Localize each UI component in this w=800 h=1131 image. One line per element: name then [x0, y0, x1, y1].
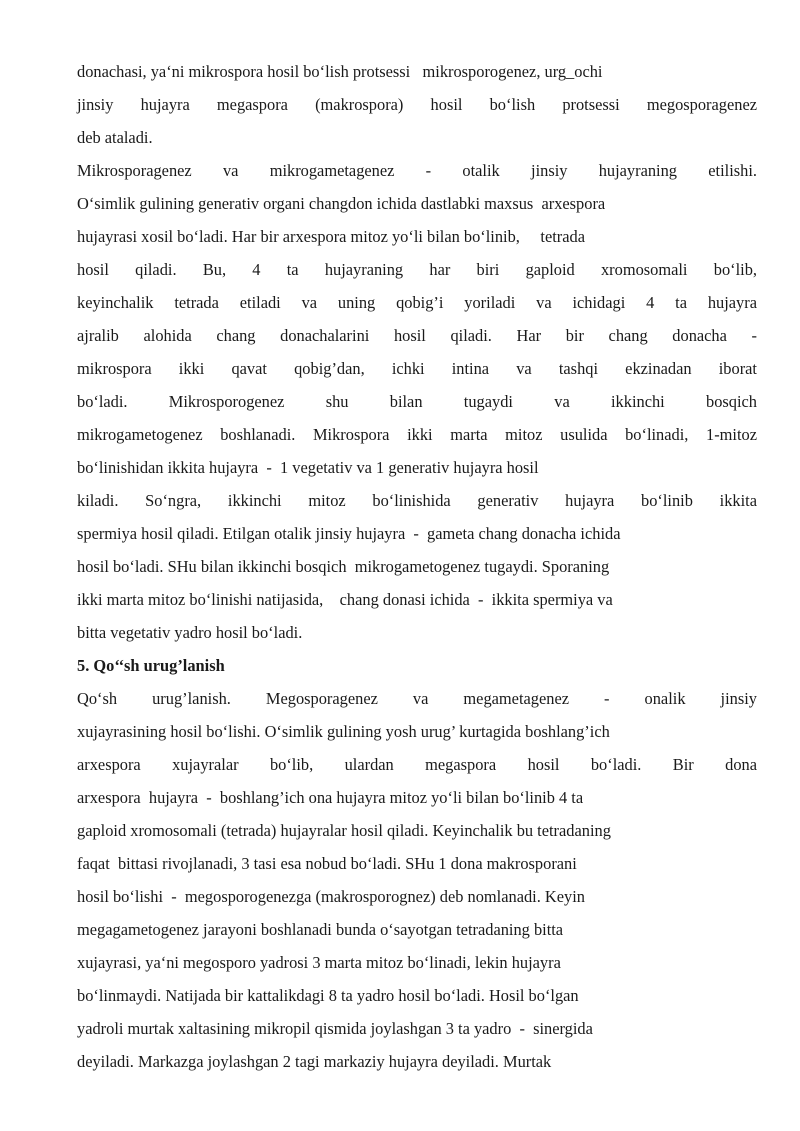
text-line: ikki marta mitoz bo‘linishi natijasida, chang donasi ichida - ikkita spermiya va — [77, 590, 613, 609]
text-line: deyiladi. Markazga joylashgan 2 tagi markaziy hujayra deyiladi. Murtak — [77, 1052, 552, 1071]
text-line: deb ataladi. — [77, 128, 153, 147]
text-line: spermiya hosil qiladi. Etilgan otalik jinsiy hujayra - gameta chang donacha ichida — [77, 524, 621, 543]
text-line: arxespora xujayralar bo‘lib, ulardan megaspora hosil bo‘ladi. Bir dona — [77, 755, 757, 774]
text-line: gaploid xromosomali (tetrada) hujayralar hosil qiladi. Keyinchalik bu tetradaning — [77, 821, 611, 840]
text-line: hosil qiladi. Bu, 4 ta hujayraning har biri gaploid xromosomali bo‘lib, — [77, 260, 757, 279]
document-body-text — [77, 55, 757, 1078]
section-heading: 5. Qo‘‘sh urug’lanish — [77, 656, 225, 675]
text-line: arxespora hujayra - boshlang’ich ona hujayra mitoz yo‘li bilan bo‘linib 4 ta — [77, 788, 584, 807]
text-line: ajralib alohida chang donachalarini hosil qiladi. Har bir chang donacha - — [77, 326, 757, 345]
text-line: jinsiy hujayra megaspora (makrospora) hosil bo‘lish protsessi megosporagenez — [77, 95, 757, 114]
text-line: Qo‘sh urug’lanish. Megosporagenez va megametagenez - onalik jinsiy — [77, 689, 757, 708]
text-line: keyinchalik tetrada etiladi va uning qobig’i yoriladi va ichidagi 4 ta hujayra — [77, 293, 757, 312]
text-line: bo‘linmaydi. Natijada bir kattalikdagi 8 ta yadro hosil bo‘ladi. Hosil bo‘lgan — [77, 986, 579, 1005]
text-line: hosil bo‘lishi - megosporogenezga (makrosporognez) deb nomlanadi. Keyin — [77, 887, 585, 906]
text-line: mikrogametogenez boshlanadi. Mikrospora ikki marta mitoz usulida bo‘linadi, 1-mitoz — [77, 425, 757, 444]
text-line: kiladi. So‘ngra, ikkinchi mitoz bo‘linishida generativ hujayra bo‘linib ikkita — [77, 491, 757, 510]
text-line: faqat bittasi rivojlanadi, 3 tasi esa nobud bo‘ladi. SHu 1 dona makrosporani — [77, 854, 577, 873]
text-line: Mikrosporagenez va mikrogametagenez - otalik jinsiy hujayraning etilishi. — [77, 161, 757, 180]
text-line: xujayrasi, ya‘ni megosporo yadrosi 3 marta mitoz bo‘linadi, lekin hujayra — [77, 953, 561, 972]
text-line: xujayrasining hosil bo‘lishi. O‘simlik gulining yosh urug’ kurtagida boshlang’ich — [77, 722, 610, 741]
text-line: megagametogenez jarayoni boshlanadi bunda o‘sayotgan tetradaning bitta — [77, 920, 564, 939]
text-line: bo‘ladi. Mikrosporogenez shu bilan tugaydi va ikkinchi bosqich — [77, 392, 757, 411]
text-line: O‘simlik gulining generativ organi changdon ichida dastlabki maxsus arxespora — [77, 194, 606, 213]
text-line: donachasi, ya‘ni mikrospora hosil bo‘lish protsessi mikrosporogenez, urg_ochi — [77, 62, 603, 81]
text-line: mikrospora ikki qavat qobig’dan, ichki intina va tashqi ekzinadan iborat — [77, 359, 757, 378]
text-line: bitta vegetativ yadro hosil bo‘ladi. — [77, 623, 303, 642]
text-line: hosil bo‘ladi. SHu bilan ikkinchi bosqich mikrogametogenez tugaydi. Sporaning — [77, 557, 610, 576]
text-line: yadroli murtak xaltasining mikropil qismida joylashgan 3 ta yadro - sinergida — [77, 1019, 593, 1038]
text-line: hujayrasi xosil bo‘ladi. Har bir arxespora mitoz yo‘li bilan bo‘linib, tetrada — [77, 227, 585, 246]
text-line: bo‘linishidan ikkita hujayra - 1 vegetativ va 1 generativ hujayra hosil — [77, 458, 539, 477]
